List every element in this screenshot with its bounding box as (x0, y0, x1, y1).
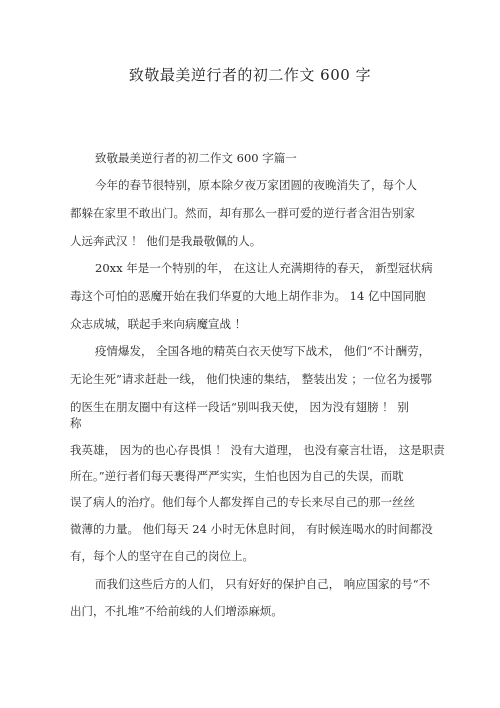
text-line: 微薄的力量。 他们每天 24 小时无休息时间， 有时候连喝水的时间都没 (70, 522, 433, 536)
text-line: 无论生死”请求赶赴一线， 他们快速的集结， 整装出发 ；一位名为援鄂 (70, 372, 432, 386)
text-line: 有，每个人的坚守在自己的岗位上。 (70, 549, 254, 563)
section-heading: 致敬最美逆行者的初二作文 600 字篇一 (95, 151, 297, 165)
text-line: 人远奔武汉 ！ 他们是我最敬佩的人。 (70, 234, 262, 248)
text-line: 众志成城，联起手来向病魔宣战 ！ (70, 317, 247, 331)
text-line: 的医生在朋友圈中有这样一段话“别叫我天使， 因为没有翅膀 ！ 别 (70, 400, 409, 414)
document-title: 致敬最美逆行者的初二作文 600 字 (128, 66, 372, 84)
text-line: 20xx 年是一个特别的年， 在这让人充满期待的春天， 新型冠状病 (95, 261, 433, 275)
text-line: 误了病人的治疗。他们每个人都发挥自己的专长来尽自己的那一丝丝 (70, 495, 415, 509)
text-line: 今年的春节很特别，原本除夕夜万家团圆的夜晚消失了，每个人 (95, 178, 417, 192)
text-line: 出门，不扎堆”不给前线的人们增添麻烦。 (70, 604, 283, 618)
text-line: 毒这个可怕的恶魔开始在我们华夏的大地上胡作非为。 14 亿中国同胞 (70, 289, 426, 303)
text-line: 疫情爆发， 全国各地的精英白衣天使写下战术， 他们“不计酬劳， (95, 344, 431, 358)
text-line: 称 (70, 416, 82, 430)
text-line: 都躲在家里不敢出门。然而，却有那么一群可爱的逆行者含泪告别家 (70, 206, 415, 220)
text-line: 所在。”逆行者们每天裹得严严实实，生怕也因为自己的失误，而耽 (70, 469, 404, 483)
text-line: 我英雄， 因为的也心存畏惧 ！ 没有大道理， 也没有豪言壮语， 这是职责 (70, 443, 445, 457)
text-line: 而我们这些后方的人们， 只有好好的保护自己， 响应国家的号“不 (95, 577, 431, 591)
